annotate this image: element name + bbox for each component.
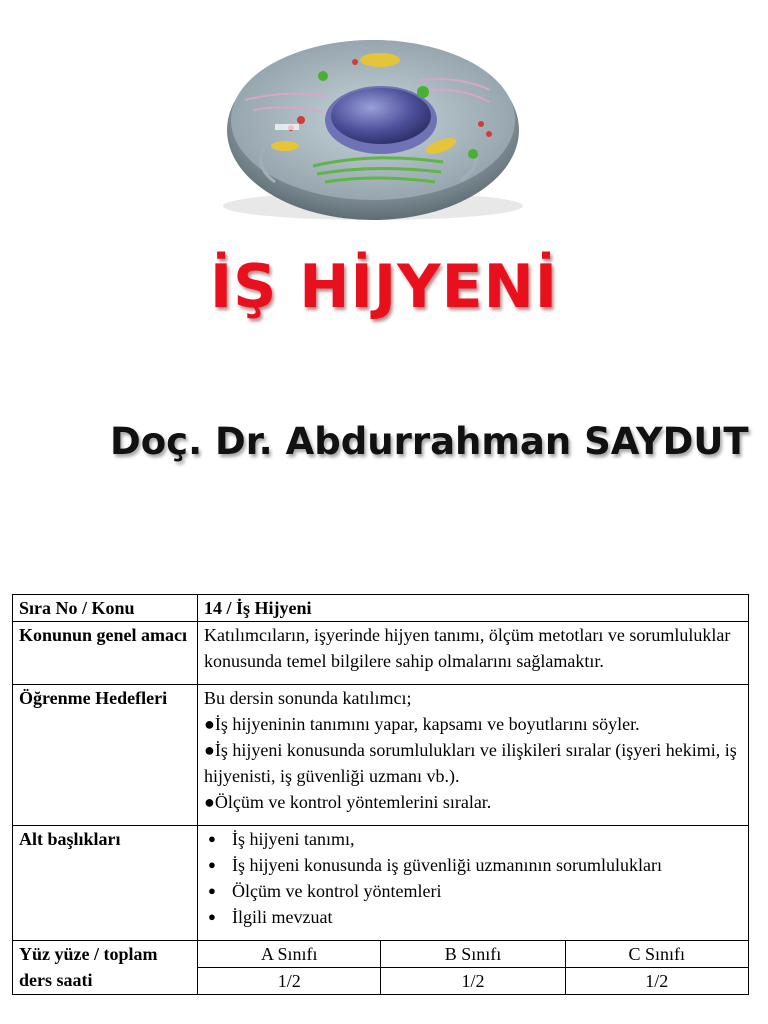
aim-text: Katılımcıların, işyerinde hijyen tanımı, ölçüm metotları ve sorumluluklar konusunda temel bilgilere sahip olmalarını sağlamaktır.	[198, 622, 749, 685]
objective-item: ●Ölçüm ve kontrol yöntemlerini sıralar.	[204, 792, 492, 812]
class-a-header: A Sınıfı	[198, 941, 381, 968]
table-row	[13, 595, 749, 622]
table-row	[13, 685, 749, 826]
page-title: İŞ HİJYENİ	[209, 252, 559, 322]
class-b-header: B Sınıfı	[381, 941, 565, 968]
subtopic-item: ● İş hijyeni konusunda iş güvenliği uzmanının sorumlulukları	[232, 852, 742, 878]
subtopics-list	[204, 826, 742, 930]
objective-item: ●İş hijyeninin tanımını yapar, kapsamı ve boyutlarını söyler.	[204, 714, 640, 734]
objectives-label: Öğrenme Hedefleri	[13, 685, 198, 826]
author-name: Doç. Dr. Abdurrahman SAYDUT	[110, 420, 749, 463]
hours-cell	[198, 941, 749, 995]
topic-value: 14 / İş Hijyeni	[198, 595, 749, 622]
class-c-header: C Sınıfı	[565, 941, 748, 968]
cell-illustration	[205, 28, 541, 228]
topic-label: Sıra No / Konu	[13, 595, 198, 622]
table-row	[13, 941, 749, 995]
class-b-hours: 1/2	[381, 968, 565, 995]
objective-item: ●İş hijyeni konusunda sorumlulukları ve ilişkileri sıralar (işyeri hekimi, iş hijyenisti, iş güvenliği uzmanı vb.).	[204, 740, 737, 786]
class-c-hours: 1/2	[565, 968, 748, 995]
hours-table	[198, 941, 748, 994]
hours-label: Yüz yüze / toplam ders saati	[13, 941, 198, 995]
subtopics-label: Alt başlıkları	[13, 826, 198, 941]
objectives-intro: Bu dersin sonunda katılımcı;	[204, 688, 412, 708]
subtopic-item: ● Ölçüm ve kontrol yöntemleri	[232, 878, 742, 904]
subtopic-item: ● İlgili mevzuat	[232, 904, 742, 930]
class-a-hours: 1/2	[198, 968, 381, 995]
aim-label: Konunun genel amacı	[13, 622, 198, 685]
course-info-table	[12, 594, 749, 995]
subtopic-item: ● İş hijyeni tanımı,	[232, 826, 742, 852]
table-row	[13, 622, 749, 685]
objectives-cell	[198, 685, 749, 826]
subtopics-cell	[198, 826, 749, 941]
table-row	[13, 826, 749, 941]
